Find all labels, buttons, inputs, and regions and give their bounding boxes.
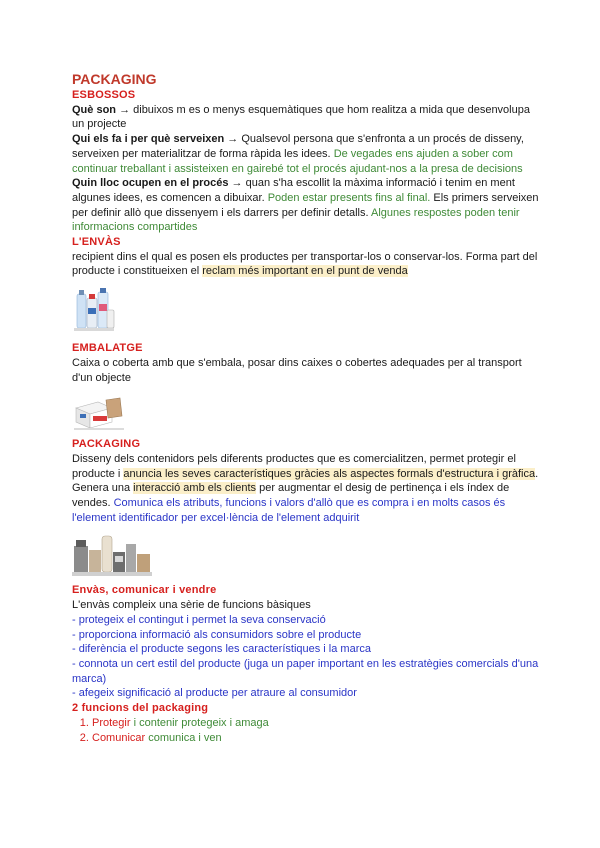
function-detail: i contenir protegeix i amaga [130, 716, 269, 729]
definition-quin-lloc: → quan s'ha escollit la màxima informació i tenim en ment algunes idees, es comencen a dibuixar. [72, 177, 515, 204]
list-item [92, 716, 542, 731]
two-functions-list [72, 716, 542, 745]
packaging-products-image [72, 530, 152, 578]
envas-text: recipient dins el qual es posen els productes per transportar-los o conservar-los. Forma part del producte i constitueixen el [72, 250, 538, 278]
function-label: Protegir [92, 716, 131, 729]
packaging-text-1: Disseny dels contenidors pels diferents productes que es comercialitzen, permet protegir el producte i [72, 452, 516, 480]
paragraph-que-son [72, 103, 542, 132]
packaging-highlight-2: interacció amb els clients [133, 482, 257, 495]
boxes-image [72, 390, 126, 432]
list-item [92, 731, 542, 746]
section-heading-packaging: PACKAGING [72, 438, 141, 451]
section-heading-funcions: 2 funcions del packaging [72, 702, 209, 715]
term-quin-lloc: Quin lloc ocupen en el procés [72, 177, 229, 190]
section-heading-esbossos: ESBOSSOS [72, 89, 136, 101]
function-detail: comunica i ven [145, 731, 222, 744]
paragraph-qui-els-fa [72, 132, 542, 176]
page-title: PACKAGING [72, 71, 157, 87]
document-body [72, 71, 542, 745]
term-que-son: Què son [72, 103, 117, 116]
term-qui-els-fa: Qui els fa i per què serveixen [72, 133, 225, 146]
section-heading-comunicar: Envàs, comunicar i vendre [72, 584, 217, 597]
note-fins-al-final: Poden estar presents fins al final. [267, 191, 431, 204]
packaging-note: Comunica els atributs, funcions i valors d'allò que es compra i en molts casos és l'element identificador per excel·lència de l'element adquirit [72, 497, 506, 524]
functions-list [72, 613, 542, 701]
note-qui-els-fa: De vegades ens ajuden a sober com continuar treballant i assisteixen en gairebé tot el procés ajudant-nos a la presa de decisions [72, 147, 523, 175]
envas-highlight: reclam més important en el punt de venda [202, 265, 408, 278]
packaging-highlight-1: anuncia les seves característiques gràcies als aspectes formals d'estructura i gràfica [123, 467, 536, 480]
paragraph-quin-lloc [72, 176, 542, 235]
list-item: - proporciona informació als consumidors sobre el producte [72, 628, 362, 641]
bottles-image [72, 284, 116, 336]
list-item: - connota un cert estil del producte (juga un paper important en les estratègies comercials d'una marca) [72, 657, 539, 685]
list-item: - afegeix significació al producte per atraure al consumidor [72, 687, 357, 700]
list-item: - diferència el producte segons les característiques i la marca [72, 643, 371, 656]
definition-que-son: → dibuixos m es o menys esquemàtiques que hom realitza a mida que desenvolupa un projecte [72, 103, 530, 131]
section-heading-embalatge: EMBALATGE [72, 342, 143, 355]
paragraph-comunicar-intro: L'envàs compleix una sèrie de funcions bàsiques [72, 599, 311, 612]
note-respostes: Algunes respostes poden tenir informacions compartides [72, 206, 520, 234]
packaging-text-3: per augmentar el desig de pertinença i els índex de vendes. [72, 482, 510, 510]
function-label: Comunicar [92, 731, 146, 744]
definition-qui-els-fa: → Qualsevol persona que s'enfronta a un procés de disseny, serveixen per materialitzar de forma ràpida les idees. [72, 133, 524, 160]
definition-quin-lloc-2: Els primers serveixen per definir allò que dissenyem i els darrers per definir detalls. [72, 191, 539, 219]
paragraph-envas [72, 250, 542, 279]
section-heading-envas: L'ENVÀS [72, 236, 121, 249]
list-item: - protegeix el contingut i permet la seva conservació [72, 613, 326, 626]
paragraph-embalatge: Caixa o coberta amb que s'embala, posar dins caixes o cobertes adequades per al transport d'un objecte [72, 356, 522, 384]
paragraph-packaging [72, 452, 542, 526]
packaging-text-2: . Genera una [72, 467, 539, 495]
